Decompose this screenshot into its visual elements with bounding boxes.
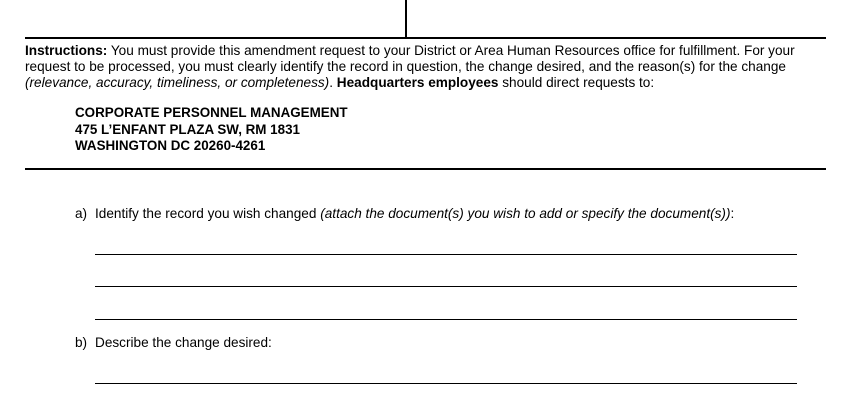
item-a-prompt xyxy=(75,206,734,222)
instructions-criteria: (relevance, accuracy, timeliness, or completeness) xyxy=(25,75,330,90)
item-a-colon: : xyxy=(730,206,735,221)
address-line-3: WASHINGTON DC 20260-4261 xyxy=(75,138,266,153)
item-b-text: Describe the change desired: xyxy=(95,335,272,350)
change-field-line-1[interactable] xyxy=(95,361,797,384)
instructions-text: You must provide this amendment request to your District or Area Human Resources office for fulfillment. For your request to be processed, you must clearly identify the record in question, the change desired, and the reason(s) for the change xyxy=(25,43,795,74)
top-column-divider xyxy=(405,0,407,38)
mailing-address xyxy=(75,105,348,155)
address-line-1: CORPORATE PERSONNEL MANAGEMENT xyxy=(75,105,348,120)
item-a-marker: a) xyxy=(75,206,88,221)
top-rule xyxy=(25,37,826,39)
instructions-period: . xyxy=(329,75,333,90)
item-a-text: Identify the record you wish changed xyxy=(95,206,317,221)
section-separator xyxy=(25,168,826,170)
instructions-lead: Instructions: xyxy=(25,43,108,58)
instructions-hq-employees: Headquarters employees xyxy=(336,75,499,90)
item-a-note: (attach the document(s) you wish to add or specify the document(s)) xyxy=(320,206,731,221)
record-field-line-2[interactable] xyxy=(95,264,797,287)
instructions-direct-requests: should direct requests to: xyxy=(502,75,655,90)
item-b-marker: b) xyxy=(75,335,88,350)
record-field-line-1[interactable] xyxy=(95,232,797,255)
address-line-2: 475 L’ENFANT PLAZA SW, RM 1831 xyxy=(75,121,300,137)
instructions-paragraph xyxy=(25,43,825,91)
item-b-prompt xyxy=(75,335,272,351)
record-field-line-3[interactable] xyxy=(95,297,797,320)
